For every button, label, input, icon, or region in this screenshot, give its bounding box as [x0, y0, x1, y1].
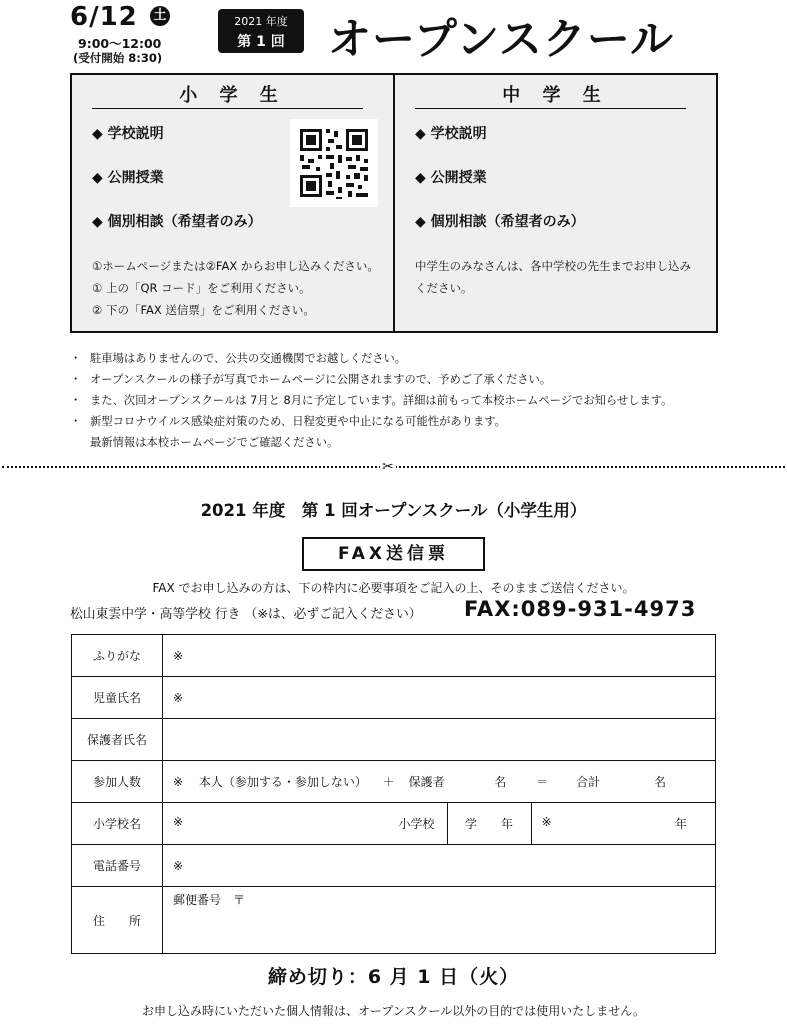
item-school-briefing: ◆ 学校説明: [415, 126, 487, 142]
notice-text: また、次回オープンスクールは 7月と 8月に予定しています。詳細は前もって本校ホームページでお知らせします。: [90, 394, 673, 407]
item-open-class: ◆ 公開授業: [415, 170, 487, 186]
notice-item: [70, 369, 672, 390]
event-time: 9:00～12:00: [78, 36, 162, 51]
elementary-notes: [92, 255, 379, 321]
table-row: [72, 719, 716, 761]
bullet: ・: [70, 415, 82, 428]
school-inner: [163, 803, 715, 844]
child-name-field[interactable]: [163, 677, 716, 719]
field-label: 児童氏名: [72, 677, 163, 719]
address-field[interactable]: [163, 887, 716, 954]
fax-sheet-label: FAX送信票: [302, 537, 485, 571]
item-school-briefing: ◆ 学校説明: [92, 126, 164, 142]
required-mark: ※: [173, 815, 184, 829]
junior-notes: [415, 255, 691, 299]
notice-item: [70, 390, 672, 411]
table-row: [72, 635, 716, 677]
form-title: 2021 年度 第 1 回オープンスクール（小学生用）: [200, 501, 587, 520]
table-row: [72, 845, 716, 887]
guardian-count-label: 保護者: [408, 775, 445, 789]
note-line: 中学生のみなさんは、各中学校の先生までお申し込み: [415, 259, 691, 273]
note-line: ① 上の「QR コード」をご利用ください。: [92, 281, 311, 295]
notice-item: [70, 432, 672, 453]
junior-panel: [395, 75, 716, 331]
table-row: [72, 677, 716, 719]
self-participation: 本人（参加する・参加しない）: [198, 775, 367, 789]
grade-label: 学 年: [447, 803, 531, 844]
reception-time: (受付開始 8:30): [73, 51, 163, 65]
item-consultation: ◆ 個別相談（希望者のみ）: [415, 214, 585, 230]
guardian-name-field[interactable]: [163, 719, 716, 761]
table-row: [72, 803, 716, 845]
badge-round: 第 1 回: [237, 34, 285, 50]
weekday-badge: 土: [150, 6, 170, 26]
badge-year: 2021 年度: [234, 15, 288, 28]
note-line: ② 下の「FAX 送信票」をご利用ください。: [92, 303, 315, 317]
note-line: ください。: [415, 281, 473, 295]
school-row: [163, 803, 716, 845]
bullet: ・: [70, 394, 82, 407]
required-mark: ※: [173, 648, 184, 663]
notice-list: [70, 348, 672, 453]
field-label: 保護者氏名: [72, 719, 163, 761]
scissors-icon: ✂: [382, 459, 394, 475]
grade-field[interactable]: [531, 803, 715, 844]
elementary-heading: 小 学 生: [179, 85, 286, 106]
total-label: 合計: [576, 775, 601, 789]
bullet: ・: [70, 373, 82, 386]
notice-text: 最新情報は本校ホームページでご確認ください。: [90, 436, 339, 449]
info-panels: [70, 73, 718, 333]
page-title: オープンスクール: [328, 15, 674, 65]
table-row: [72, 761, 716, 803]
postal-code-label: 郵便番号 〒: [173, 893, 246, 907]
field-label: 電話番号: [72, 845, 163, 887]
notice-text: 駐車場はありませんので、公共の交通機関でお越しください。: [90, 352, 407, 365]
school-suffix: 小学校: [398, 817, 435, 831]
notice-item: [70, 348, 672, 369]
note-line: ①ホームページまたは②FAX からお申し込みください。: [92, 259, 379, 273]
privacy-notice: お申し込み時にいただいた個人情報は、オープンスクール以外の目的では使用いたしません。: [141, 1004, 646, 1018]
table-row: [163, 803, 715, 844]
bullet: ・: [70, 352, 82, 365]
qr-code[interactable]: [290, 119, 378, 207]
year-unit: 年: [674, 817, 687, 831]
required-mark: ※: [173, 858, 184, 873]
phone-field[interactable]: [163, 845, 716, 887]
unit-people: 名: [653, 775, 666, 789]
item-open-class: ◆ 公開授業: [92, 170, 164, 186]
required-mark: ※: [173, 690, 184, 705]
item-consultation: ◆ 個別相談（希望者のみ）: [92, 214, 262, 230]
event-date: 6/12: [70, 2, 138, 32]
bullet: [70, 432, 90, 453]
qr-code-icon: [290, 119, 378, 207]
required-mark: ※: [173, 775, 184, 789]
table-row: [72, 887, 716, 954]
notice-text: 新型コロナウイルス感染症対策のため、日程変更や中止になる可能性があります。: [90, 415, 506, 428]
equals-sign: ＝: [536, 775, 549, 789]
deadline: 締め切り：6 月 1 日（火）: [267, 966, 520, 988]
divider: [92, 108, 363, 109]
field-label: 小学校名: [72, 803, 163, 845]
application-form-table: [71, 634, 716, 954]
fax-instruction: FAX でお申し込みの方は、下の枠内に必要事項をご記入の上、そのままご送信ください。: [152, 581, 635, 595]
fax-number: FAX:089-931-4973: [464, 597, 697, 621]
field-label: 参加人数: [72, 761, 163, 803]
school-name-field[interactable]: [163, 803, 447, 844]
notice-text: オープンスクールの様子が写真でホームページに公開されますので、予めご了承ください。: [90, 373, 552, 386]
plus-sign: ＋: [382, 775, 395, 789]
notice-item: [70, 411, 672, 432]
year-round-badge: [218, 9, 304, 53]
divider: [415, 108, 686, 109]
furigana-field[interactable]: [163, 635, 716, 677]
field-label: 住 所: [72, 887, 163, 954]
destination: 松山東雲中学・高等学校 行き （※は、必ずご記入ください）: [70, 607, 422, 622]
participants-field[interactable]: [163, 761, 716, 803]
unit-people: 名: [494, 775, 507, 789]
required-mark: ※: [541, 815, 552, 829]
field-label: ふりがな: [72, 635, 163, 677]
junior-heading: 中 学 生: [502, 85, 609, 106]
elementary-panel: [72, 75, 395, 331]
